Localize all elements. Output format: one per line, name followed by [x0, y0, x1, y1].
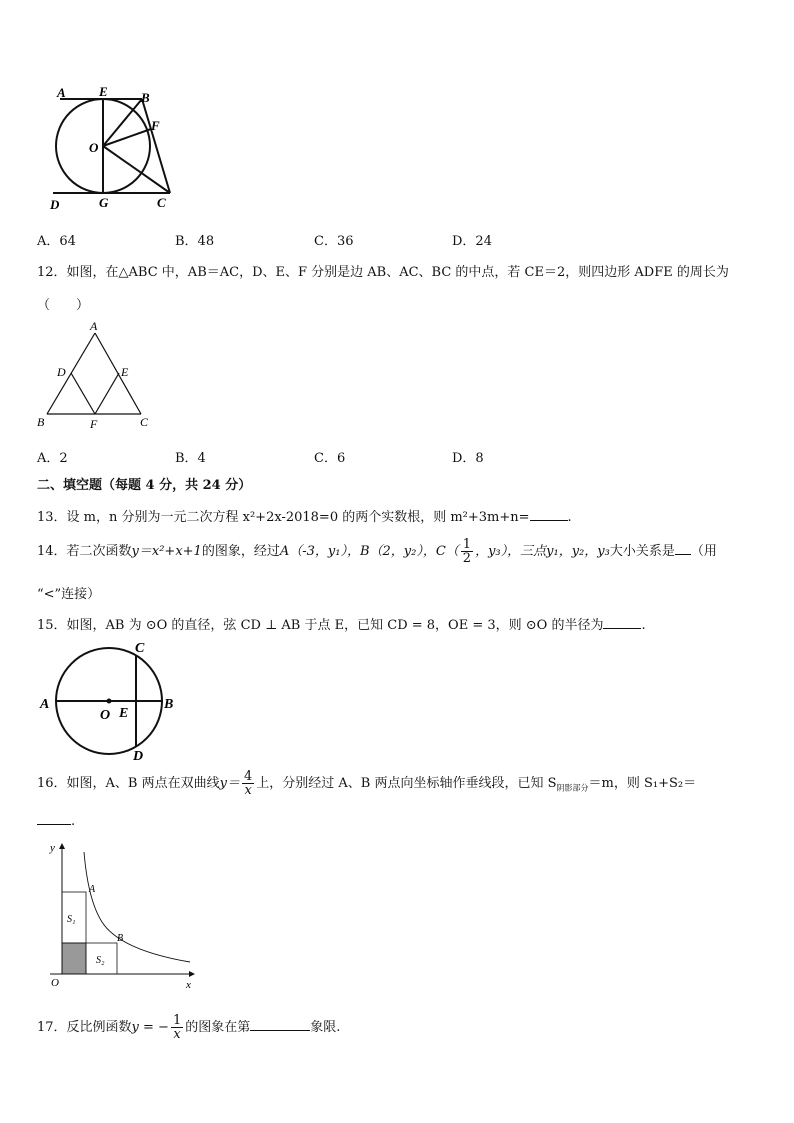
q12-choice-b[interactable]: B．4: [175, 451, 206, 466]
q12-choice-a[interactable]: A．2: [37, 451, 68, 466]
q13-answer-blank[interactable]: [530, 508, 568, 521]
section-title-fill-in: 二、填空题（每题 4 分，共 24 分）: [37, 478, 252, 493]
q14-vars: y₁，y₂，y₃: [546, 544, 610, 559]
q16-label-O: O: [51, 977, 59, 989]
q17-fraction: [171, 1014, 183, 1041]
q12-label-B: B: [37, 415, 45, 429]
q11-label-G: G: [99, 195, 109, 210]
q12-choice-d[interactable]: D．8: [452, 451, 484, 466]
q15-label-O: O: [100, 708, 111, 723]
q14-tail: 大小关系是: [609, 544, 675, 559]
q16-subscript: 阴影部分: [556, 783, 589, 793]
q14-fraction: [461, 538, 473, 565]
q17-frac-den: x: [173, 1027, 181, 1042]
q15-figure: [36, 638, 186, 763]
q11-label-E: E: [99, 84, 108, 99]
q13-end: .: [567, 510, 572, 525]
q16-end: .: [71, 814, 76, 829]
q14-point-c-end: ，y₃），三点: [475, 544, 547, 559]
q17-frac-num: 1: [172, 1013, 182, 1028]
q16-mid2: ＝m，则 S₁+S₂＝: [588, 776, 697, 791]
q15-end: .: [641, 618, 646, 633]
q15-line: [37, 614, 646, 633]
q12-label-F: F: [90, 417, 98, 431]
q15-label-E: E: [119, 706, 129, 721]
q15-label-C: C: [135, 641, 145, 656]
q13-line: [37, 506, 572, 525]
q11-label-F: F: [151, 118, 160, 133]
q14-function: y＝x²+x+1: [131, 544, 202, 559]
q12-label-A: A: [90, 319, 98, 333]
q13-text: 13．设 m，n 分别为一元二次方程 x²+2x-2018=0 的两个实数根，则 m²+3m+n=: [37, 510, 530, 525]
q16-answer-blank[interactable]: [37, 812, 71, 825]
q16-func-lhs: y＝: [219, 776, 240, 791]
q11-choice-b[interactable]: B．48: [175, 234, 215, 249]
q14-point-a: A（-3，y₁），: [279, 544, 360, 559]
q17-answer-blank[interactable]: [250, 1018, 310, 1031]
q16-label-y: y: [50, 842, 55, 854]
q15-label-D: D: [133, 749, 144, 763]
q16-mid: 上，分别经过 A、B 两点向坐标轴作垂线段，已知 S: [256, 776, 557, 791]
q14-line2: “<”连接）: [37, 587, 101, 602]
q16-label-S2: S₂: [96, 955, 105, 966]
q16-label-B: B: [117, 933, 124, 944]
q12-text-line1: 12．如图，在△ABC 中，AB＝AC，D、E、F 分别是边 AB、AC、BC 的中点，若 CE＝2，则四边形 ADFE 的周长为: [37, 265, 729, 280]
q12-text-line2: （ ）: [37, 298, 90, 313]
q11-choice-a[interactable]: A．64: [37, 234, 76, 249]
q11-label-O: O: [89, 140, 99, 155]
q16-label-x: x: [186, 979, 191, 990]
q14-prefix: 14．若二次函数: [37, 544, 132, 559]
q12-figure: [36, 318, 156, 433]
q16-prefix: 16．如图，A、B 两点在双曲线: [37, 776, 220, 791]
q16-frac-den: x: [244, 783, 252, 798]
q15-answer-blank[interactable]: [603, 616, 641, 629]
q16-frac-num: 4: [243, 769, 253, 784]
q14-mid: 的图象，经过: [201, 544, 280, 559]
q11-figure: [45, 82, 180, 212]
q14-answer-blank[interactable]: [675, 542, 691, 555]
q16-fraction: [242, 770, 254, 797]
q11-choice-c[interactable]: C．36: [314, 234, 354, 249]
q12-choice-c[interactable]: C．6: [314, 451, 346, 466]
q12-label-D: D: [57, 365, 66, 379]
q11-label-B: B: [141, 90, 150, 105]
q15-label-A: A: [40, 697, 50, 712]
q11-label-A: A: [57, 85, 66, 100]
q14-point-b: B（2，y₂），: [359, 544, 436, 559]
q14-frac-num: 1: [462, 537, 472, 552]
q16-label-S1: S₁: [67, 914, 76, 925]
q15-text: 15．如图，AB 为 ⊙O 的直径，弦 CD ⊥ AB 于点 E，已知 CD = 8，OE = 3，则 ⊙O 的半径为: [37, 618, 604, 633]
q14-line1: [37, 538, 717, 565]
q17-line: [37, 1014, 340, 1041]
q16-line2: [37, 812, 75, 829]
q16-line1: [37, 770, 696, 797]
q17-tail: 象限.: [310, 1020, 341, 1035]
q14-frac-den: 2: [462, 551, 472, 566]
q17-mid: 的图象在第: [185, 1020, 251, 1035]
q17-func-lhs: y = −: [131, 1020, 169, 1035]
q16-figure: [40, 840, 200, 990]
q16-label-A: A: [89, 884, 96, 895]
q14-point-c: C（: [435, 544, 459, 559]
q11-label-D: D: [50, 197, 60, 212]
q12-label-E: E: [121, 365, 129, 379]
q11-label-C: C: [157, 195, 166, 210]
q12-label-C: C: [140, 415, 149, 429]
q11-choice-d[interactable]: D．24: [452, 234, 492, 249]
q15-label-B: B: [164, 697, 174, 712]
q17-prefix: 17．反比例函数: [37, 1020, 132, 1035]
q14-tail2: （用: [690, 544, 717, 559]
